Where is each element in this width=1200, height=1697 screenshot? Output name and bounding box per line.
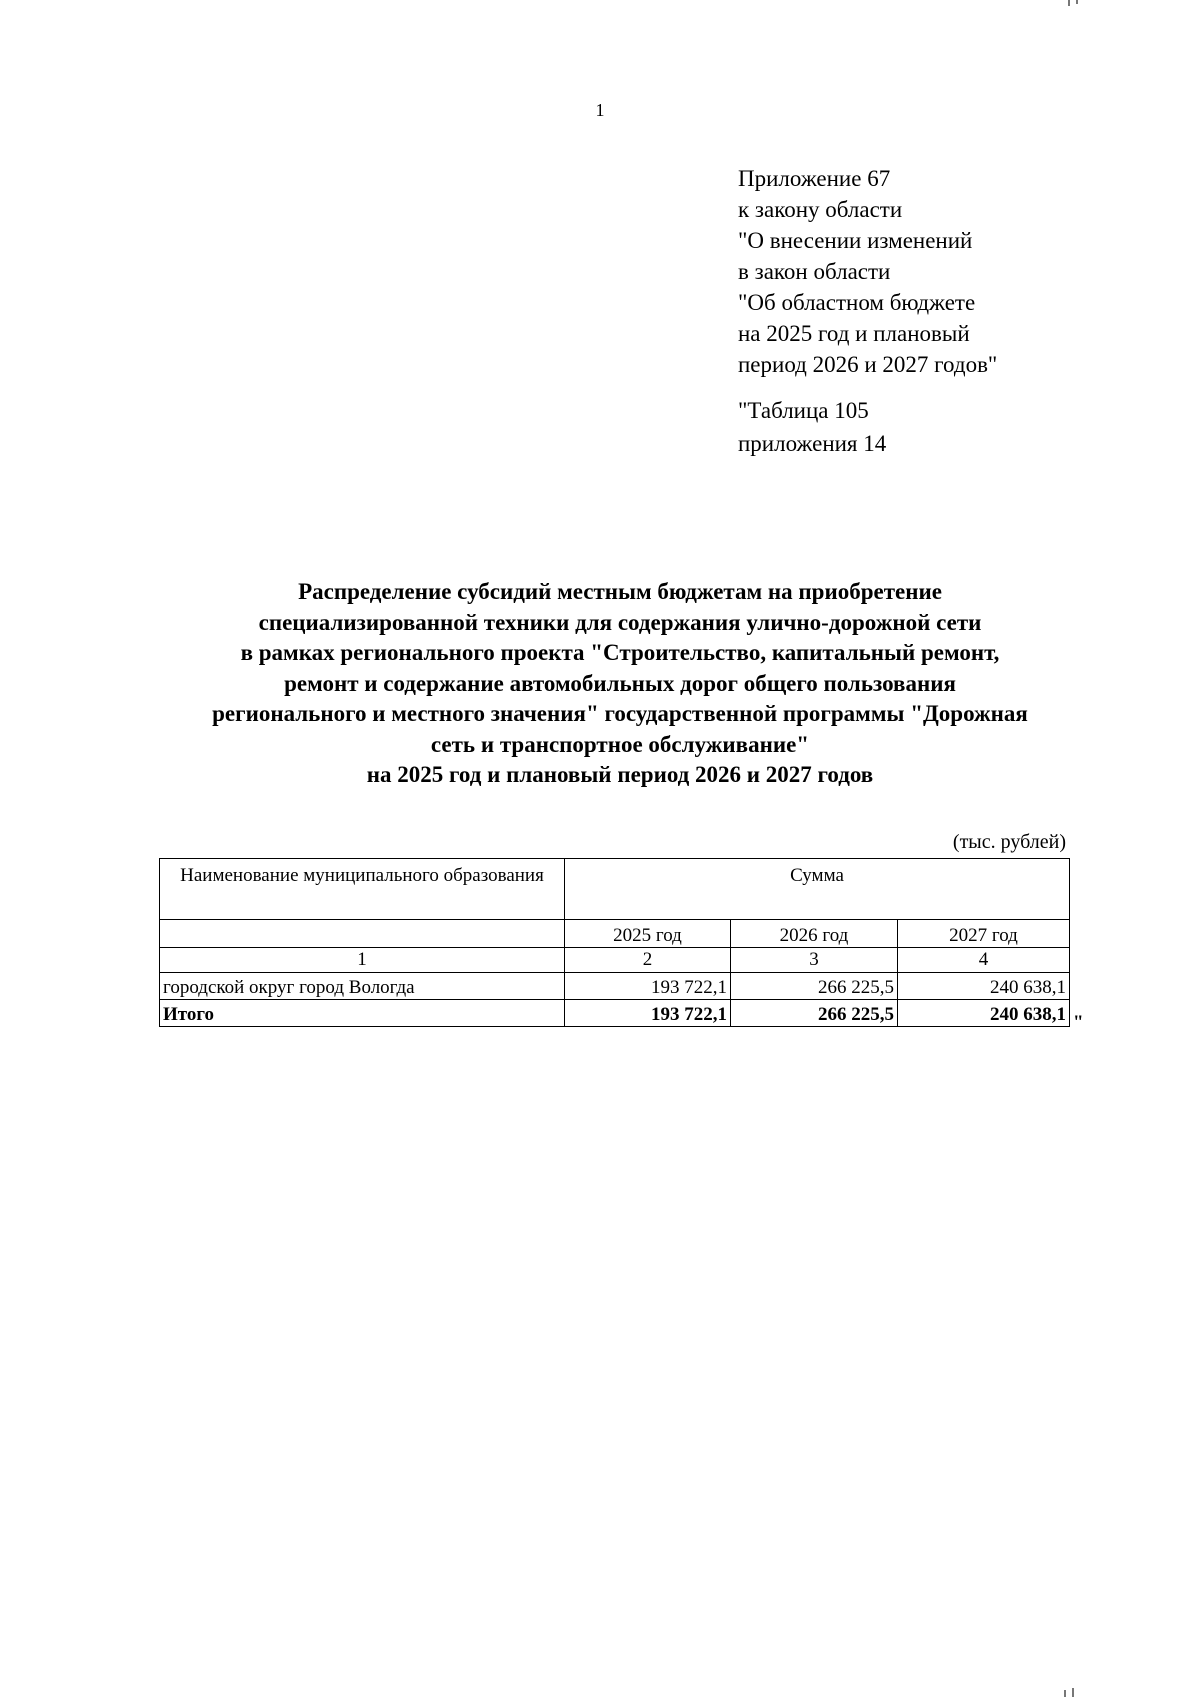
scan-mark bbox=[1076, 0, 1078, 4]
total-amount-cell: 193 722,1 bbox=[565, 1000, 731, 1027]
header-year-cell: 2025 год bbox=[565, 920, 731, 948]
header-empty-cell bbox=[160, 920, 565, 948]
title-line: Распределение субсидий местным бюджетам на приобретение bbox=[298, 579, 942, 604]
column-number-cell: 4 bbox=[898, 948, 1070, 973]
table-reference bbox=[738, 394, 1118, 460]
closing-quote: " bbox=[1073, 1012, 1084, 1033]
header-year-cell: 2026 год bbox=[731, 920, 898, 948]
table-years-row bbox=[160, 920, 1070, 948]
total-amount-cell: 240 638,1 bbox=[898, 1000, 1070, 1027]
units-label: (тыс. рублей) bbox=[952, 831, 1066, 853]
amount-cell: 193 722,1 bbox=[565, 973, 731, 1000]
header-name-cell: Наименование муниципального образования bbox=[160, 859, 565, 920]
appendix-line: Приложение 67 bbox=[738, 166, 891, 191]
amount-cell: 240 638,1 bbox=[898, 973, 1070, 1000]
appendix-line: период 2026 и 2027 годов" bbox=[738, 352, 998, 377]
appendix-line: к закону области bbox=[738, 197, 903, 222]
column-number-cell: 2 bbox=[565, 948, 731, 973]
title-line: специализированной техники для содержания улично-дорожной сети bbox=[258, 609, 982, 635]
title-line: сеть и транспортное обслуживание" bbox=[430, 731, 810, 757]
title-line: регионального и местного значения" государственной программы "Дорожная bbox=[212, 701, 1028, 726]
appendix-line: "Об областном бюджете bbox=[738, 290, 976, 315]
table-column-numbers-row bbox=[160, 948, 1070, 973]
subsidy-table bbox=[159, 858, 1070, 1027]
table-row bbox=[160, 973, 1070, 1000]
column-number-cell: 1 bbox=[160, 948, 565, 973]
appendix-header bbox=[738, 163, 1118, 380]
table-reference-line: приложения 14 bbox=[738, 431, 887, 456]
title-line: ремонт и содержание автомобильных дорог общего пользования bbox=[284, 670, 956, 696]
table-header-row bbox=[160, 859, 1070, 920]
appendix-line: в закон области bbox=[738, 259, 891, 284]
scan-mark bbox=[1064, 1690, 1066, 1697]
appendix-line: "О внесении изменений bbox=[738, 228, 973, 253]
appendix-line: на 2025 год и плановый bbox=[738, 321, 970, 346]
scan-mark bbox=[1072, 1688, 1074, 1697]
column-number-cell: 3 bbox=[731, 948, 898, 973]
scan-mark bbox=[1068, 0, 1070, 6]
total-amount-cell: 266 225,5 bbox=[731, 1000, 898, 1027]
title-line: на 2025 год и плановый период 2026 и 2027 годов bbox=[366, 762, 874, 787]
title-line: в рамках регионального проекта "Строительство, капитальный ремонт, bbox=[240, 640, 1000, 665]
table-total-row bbox=[160, 1000, 1070, 1027]
total-label-cell: Итого bbox=[160, 1000, 565, 1027]
header-year-cell: 2027 год bbox=[898, 920, 1070, 948]
document-title bbox=[130, 577, 1110, 791]
page-number: 1 bbox=[595, 100, 605, 120]
municipality-name-cell: городской округ город Вологда bbox=[160, 973, 565, 1000]
amount-cell: 266 225,5 bbox=[731, 973, 898, 1000]
table-reference-line: "Таблица 105 bbox=[738, 398, 869, 423]
header-sum-cell: Сумма bbox=[565, 859, 1070, 920]
